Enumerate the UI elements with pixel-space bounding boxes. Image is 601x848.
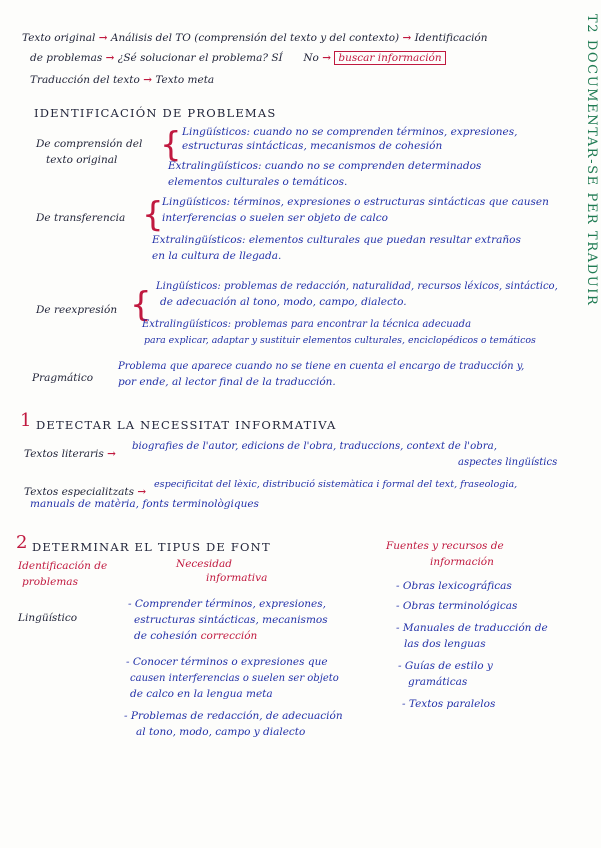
especialitzats-text-2: manuals de matèria, fonts terminològiques <box>30 498 259 510</box>
need-1-line-2: estructuras sintácticas, mecanismos <box>134 614 328 626</box>
col2-header-1: Necesidad <box>176 558 232 570</box>
transferencia-ling-2: interferencias o suelen ser objeto de calco <box>162 212 388 224</box>
source-4-line-2: gramáticas <box>408 676 468 688</box>
need-1-line-3-text: de cohesión <box>134 630 198 642</box>
intro-traduccion: Traducción del texto <box>30 74 140 86</box>
arrow-icon: → <box>322 52 332 64</box>
literaris-text-1: biografies de l'autor, edicions de l'obra, traduccions, context de l'obra, <box>132 441 497 452</box>
transferencia-label: De transferencia <box>36 212 126 224</box>
col1-header-1: Identificación de <box>18 560 108 572</box>
brace-icon: { <box>142 195 164 235</box>
especialitzats-label-text: Textos especialitzats <box>24 486 134 498</box>
detectar-heading: DETECTAR LA NECESSITAT INFORMATIVA <box>36 418 337 432</box>
intro-line-1 <box>22 32 488 45</box>
id-problemas-heading: IDENTIFICACIÓN DE PROBLEMAS <box>34 106 277 120</box>
source-4-line-1: - Guías de estilo y <box>398 660 493 672</box>
col2-header-2: informativa <box>206 572 268 584</box>
pragmatico-label: Pragmático <box>32 372 94 384</box>
row-label-linguistico: Lingüístico <box>18 612 78 624</box>
reexpresion-extra-2: para explicar, adaptar y sustituir elementos culturales, enciclopédicos o temáticos <box>144 335 536 346</box>
reexpresion-ling-1: Lingüísticos: problemas de redacción, naturalidad, recursos léxicos, sintáctico, <box>156 281 558 292</box>
intro-texto-original: Texto original <box>22 32 96 44</box>
literaris-label <box>24 448 116 461</box>
comprension-extra-1: Extralingüísticos: cuando no se comprenden determinados <box>168 160 482 172</box>
comprension-extra-2: elementos culturales o temáticos. <box>168 176 348 188</box>
need-3-line-1: - Problemas de redacción, de adecuación <box>124 710 343 722</box>
buscar-informacion-box: buscar información <box>334 51 445 65</box>
arrow-icon: → <box>402 32 412 44</box>
arrow-icon: → <box>105 52 115 64</box>
need-1-line-1: - Comprender términos, expresiones, <box>128 598 326 610</box>
comprension-label-1: De comprensión del <box>36 138 143 150</box>
transferencia-extra-1: Extralingüísticos: elementos culturales que puedan resultar extraños <box>152 234 521 246</box>
section-number-1: 1 <box>20 410 32 431</box>
arrow-icon: → <box>137 486 147 498</box>
arrow-icon: → <box>98 32 108 44</box>
reexpresion-extra-1: Extralingüísticos: problemas para encontrar la técnica adecuada <box>142 319 472 330</box>
intro-question: ¿Sé solucionar el problema? SÍ <box>117 52 283 64</box>
col3-header-1: Fuentes y recursos de <box>386 540 504 552</box>
pragmatico-text-2: por ende, al lector final de la traducción. <box>118 376 336 388</box>
transferencia-ling-1: Lingüísticos: términos, expresiones o estructuras sintácticas que causen <box>162 196 549 208</box>
comprension-ling-2: estructuras sintácticas, mecanismos de cohesión <box>182 140 443 152</box>
comprension-ling-1: Lingüísticos: cuando no se comprenden términos, expresiones, <box>182 126 518 138</box>
intro-texto-meta: Texto meta <box>155 74 215 86</box>
correction-note: corrección <box>200 630 258 642</box>
source-1: - Obras lexicográficas <box>396 580 512 592</box>
side-title: T2 DOCUMENTAR-SE PER TRADUIR <box>584 14 599 307</box>
reexpresion-ling-2: de adecuación al tono, modo, campo, dialecto. <box>160 296 407 308</box>
transferencia-extra-2: en la cultura de llegada. <box>152 250 282 262</box>
need-1-line-3 <box>134 630 257 643</box>
need-3-line-2: al tono, modo, campo y dialecto <box>136 726 306 738</box>
col3-header-2: información <box>430 556 494 568</box>
col1-header-2: problemas <box>22 576 78 588</box>
arrow-icon: → <box>143 74 152 86</box>
intro-de-problemas: de problemas <box>30 52 103 64</box>
intro-line-3 <box>30 74 214 87</box>
literaris-text-2: aspectes lingüístics <box>458 457 558 468</box>
source-2: - Obras terminológicas <box>396 600 518 612</box>
brace-icon: { <box>160 125 182 165</box>
need-2-line-3: de calco en la lengua meta <box>130 688 273 700</box>
pragmatico-text-1: Problema que aparece cuando no se tiene en cuenta el encargo de traducción y, <box>118 361 525 372</box>
need-2-line-1: - Conocer términos o expresiones que <box>126 656 328 668</box>
reexpresion-label: De reexpresión <box>36 304 118 316</box>
literaris-label-text: Textos literaris <box>24 448 104 460</box>
determinar-heading: DETERMINAR EL TIPUS DE FONT <box>32 540 271 554</box>
section-number-2: 2 <box>16 532 28 553</box>
arrow-icon: → <box>107 448 116 460</box>
source-5: - Textos paralelos <box>402 698 496 710</box>
need-2-line-2: causen interferencias o suelen ser objeto <box>130 673 339 684</box>
comprension-label-2: texto original <box>46 154 118 166</box>
source-3-line-1: - Manuales de traducción de <box>396 622 548 634</box>
source-3-line-2: las dos lenguas <box>404 638 486 650</box>
brace-icon: { <box>130 285 152 325</box>
intro-analisis: Análisis del TO (comprensión del texto y del contexto) <box>110 32 400 44</box>
intro-no: No <box>303 52 319 64</box>
especialitzats-text-1: especificitat del lèxic, distribució sistemàtica i formal del text, fraseologia, <box>154 479 518 490</box>
intro-identificacion: Identificación <box>414 32 488 44</box>
intro-line-2 <box>30 52 446 65</box>
